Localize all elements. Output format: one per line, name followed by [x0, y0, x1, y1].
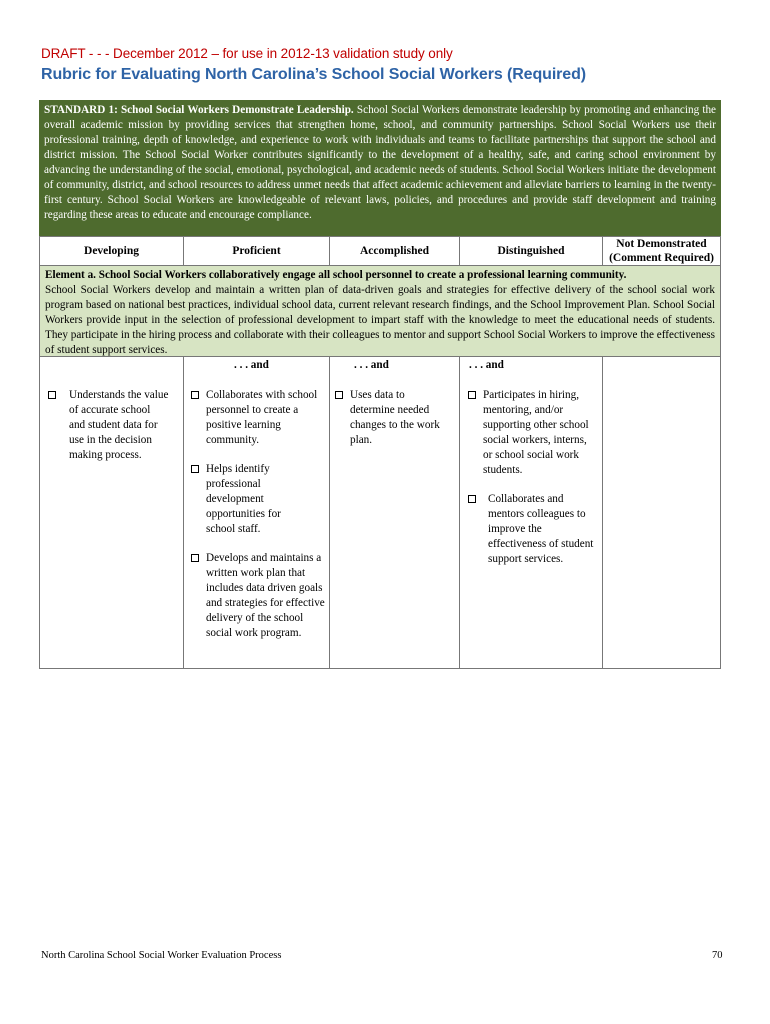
col-accomplished: Accomplished [330, 237, 460, 265]
checklist-item[interactable] [191, 551, 325, 641]
item-text: Collaborates and mentors colleagues to improve the effectiveness of student support services. [488, 493, 594, 565]
checkbox-icon[interactable] [468, 391, 476, 399]
developing-column [40, 357, 184, 668]
element-block [39, 266, 721, 356]
draft-notice: DRAFT - - - December 2012 – for use in 2012-13 validation study only [41, 46, 453, 61]
checkbox-icon[interactable] [191, 465, 199, 473]
checklist-item[interactable] [48, 388, 178, 463]
col-developing: Developing [40, 237, 184, 265]
item-text: Helps identify professional development opportunities for school staff. [206, 463, 281, 535]
checkbox-icon[interactable] [191, 391, 199, 399]
footer-text: North Carolina School Social Worker Evaluation Process [41, 950, 282, 961]
checklist-item[interactable] [335, 388, 455, 448]
and-label: . . . and [469, 359, 504, 371]
element-heading: Element a. School Social Workers collaboratively engage all school personnel to create a professional learning community. [45, 269, 627, 281]
item-text: Uses data to determine needed changes to the work plan. [350, 389, 440, 446]
and-label: . . . and [354, 359, 389, 371]
item-text: Understands the value of accurate school and student data for use in the decision making process. [69, 389, 169, 461]
not-demonstrated-column[interactable] [603, 357, 720, 668]
standard-text: School Social Workers demonstrate leadership by promoting and enhancing the overall academic mission by providing services that strengthen home, school, and community partnerships. School Social Workers use their professional training, depth of knowledge, and experience to work with individuals and teams to facilitate partnerships that support the school and district mission. The School Social Worker contributes significantly to the development of a healthy, safe, and caring school environment by advancing the understanding of the social, emotional, psychological, and academic needs of students. School Social Workers initiate the development of community, district, and school resources to address unmet needs that affect academic achievement and alleviate barriers to learning in the twenty-first century. School Social Workers are knowledgeable of relevant laws, policies, and procedures and provide staff development and training regarding these areas to educate and encourage compliance. [44, 104, 717, 221]
checkbox-icon[interactable] [468, 495, 476, 503]
accomplished-column [330, 357, 460, 668]
standard-block [39, 100, 721, 237]
comment-required-label: (Comment Required) [609, 252, 714, 264]
proficient-column [184, 357, 330, 668]
rubric-body [39, 356, 721, 669]
checkbox-icon[interactable] [191, 554, 199, 562]
page-number: 70 [712, 950, 723, 961]
col-proficient: Proficient [184, 237, 330, 265]
col-not-demonstrated [603, 237, 720, 265]
item-text: Collaborates with school personnel to create a positive learning community. [206, 389, 318, 446]
not-demonstrated-label: Not Demonstrated [616, 238, 707, 250]
and-label: . . . and [234, 359, 269, 371]
item-text: Develops and maintains a written work plan that includes data driven goals and strategies for effective delivery of the school social work program. [206, 552, 325, 639]
item-text: Participates in hiring, mentoring, and/or supporting other school social workers, interns, or school social work students. [483, 389, 589, 476]
checklist-item[interactable] [468, 388, 598, 478]
distinguished-column [460, 357, 603, 668]
col-distinguished: Distinguished [460, 237, 603, 265]
checklist-item[interactable] [191, 388, 321, 448]
checkbox-icon[interactable] [48, 391, 56, 399]
checkbox-icon[interactable] [335, 391, 343, 399]
rating-header-row [39, 236, 721, 266]
page-title: Rubric for Evaluating North Carolina’s School Social Workers (Required) [41, 66, 586, 83]
checklist-item[interactable] [468, 492, 600, 567]
checklist-item[interactable] [191, 462, 321, 537]
element-text: School Social Workers develop and maintain a written plan of data-driven goals and strategies for effective delivery of the school social work program based on national best practices, individual school data, current relevant research findings, and the School Improvement Plan. School Social Workers provide input in the selection of professional development to impart staff with the knowledge to meet the educational needs of students. They participate in the hiring process and collaborate with their colleagues to mentor and support School Social Workers to improve the effectiveness of student support services. [45, 284, 715, 356]
standard-heading: STANDARD 1: School Social Workers Demonstrate Leadership. [44, 104, 354, 116]
